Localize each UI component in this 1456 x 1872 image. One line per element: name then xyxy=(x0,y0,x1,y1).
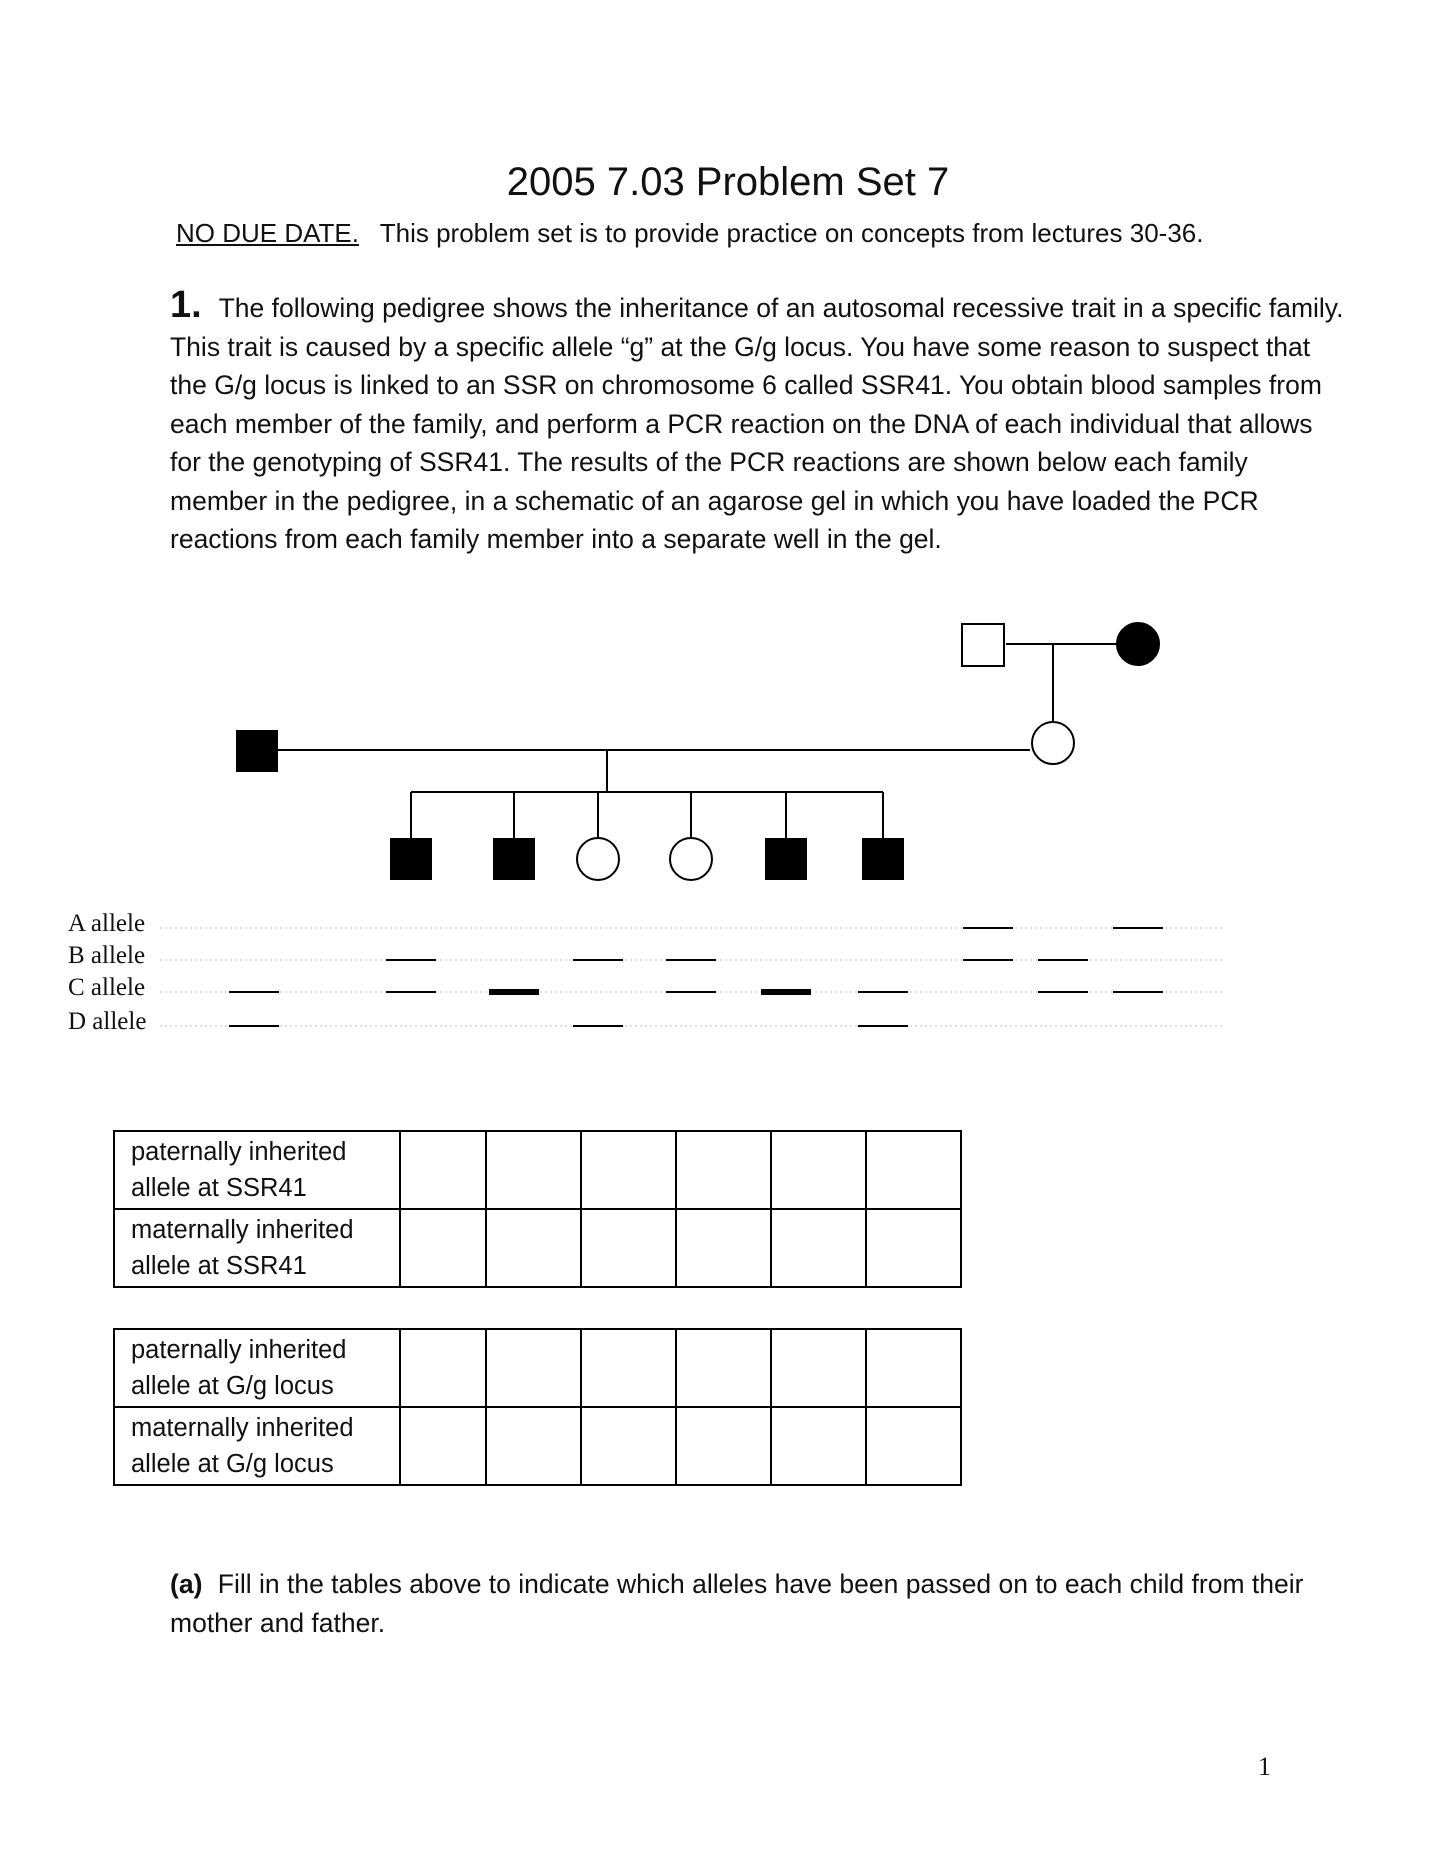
gel-label-a: A allele xyxy=(68,910,146,937)
table-cell[interactable] xyxy=(400,1131,486,1209)
part-a-text: Fill in the tables above to indicate which alleles have been passed on to each child from their mother and father. xyxy=(170,1569,1304,1638)
page-title: 2005 7.03 Problem Set 7 xyxy=(506,160,950,204)
row-label: maternally inherited allele at G/g locus xyxy=(114,1407,400,1485)
table-row xyxy=(114,1407,961,1485)
subtitle-text: This problem set is to provide practice on concepts from lectures 30-36. xyxy=(379,218,1204,248)
table-cell[interactable] xyxy=(866,1131,961,1209)
table-cell[interactable] xyxy=(486,1329,581,1407)
page-number: 1 xyxy=(1258,1752,1271,1781)
table-cell[interactable] xyxy=(676,1131,771,1209)
table-cell[interactable] xyxy=(486,1209,581,1287)
table-cell[interactable] xyxy=(676,1407,771,1485)
part-a-label: (a) xyxy=(170,1569,203,1599)
gel-label-c: C allele xyxy=(68,974,146,1001)
table-cell[interactable] xyxy=(581,1131,676,1209)
table-cell[interactable] xyxy=(581,1209,676,1287)
row-label: paternally inherited allele at G/g locus xyxy=(114,1329,400,1407)
ssr41-table xyxy=(113,1130,962,1288)
table-cell[interactable] xyxy=(676,1209,771,1287)
table-cell[interactable] xyxy=(676,1329,771,1407)
table-cell[interactable] xyxy=(771,1131,866,1209)
table-row xyxy=(114,1329,961,1407)
table-cell[interactable] xyxy=(581,1329,676,1407)
table-row xyxy=(114,1131,961,1209)
table-cell[interactable] xyxy=(581,1407,676,1485)
row-label: maternally inherited allele at SSR41 xyxy=(114,1209,400,1287)
gg-locus-table xyxy=(113,1328,962,1486)
table-cell[interactable] xyxy=(771,1329,866,1407)
table-cell[interactable] xyxy=(486,1407,581,1485)
table-row xyxy=(114,1209,961,1287)
table-cell[interactable] xyxy=(771,1407,866,1485)
table-cell[interactable] xyxy=(400,1407,486,1485)
gel-label-b: B allele xyxy=(68,942,146,969)
table-cell[interactable] xyxy=(771,1209,866,1287)
table-cell[interactable] xyxy=(866,1209,961,1287)
part-a xyxy=(170,1565,1370,1642)
table-cell[interactable] xyxy=(486,1131,581,1209)
table-cell[interactable] xyxy=(400,1209,486,1287)
table-cell[interactable] xyxy=(866,1329,961,1407)
table-cell[interactable] xyxy=(400,1329,486,1407)
table-cell[interactable] xyxy=(866,1407,961,1485)
question-number: 1. xyxy=(170,284,202,326)
question-text: The following pedigree shows the inheritance of an autosomal recessive trait in a specific family. This trait is caused by a specific allele “g” at the G/g locus. You have some reason to suspect that the G/g locus is linked to an SSR on chromosome 6 called SSR41. You obtain blood samples from each member of the family, and perform a PCR reaction on the DNA of each individual that allows for the genotyping of SSR41. The results of the PCR reactions are shown below each family member in the pedigree, in a schematic of an agarose gel in which you have loaded the PCR reactions from each family member into a separate well in the gel. xyxy=(170,293,1344,554)
row-label: paternally inherited allele at SSR41 xyxy=(114,1131,400,1209)
no-due-date-label: NO DUE DATE. xyxy=(176,218,359,248)
gel-label-d: D allele xyxy=(68,1008,147,1035)
